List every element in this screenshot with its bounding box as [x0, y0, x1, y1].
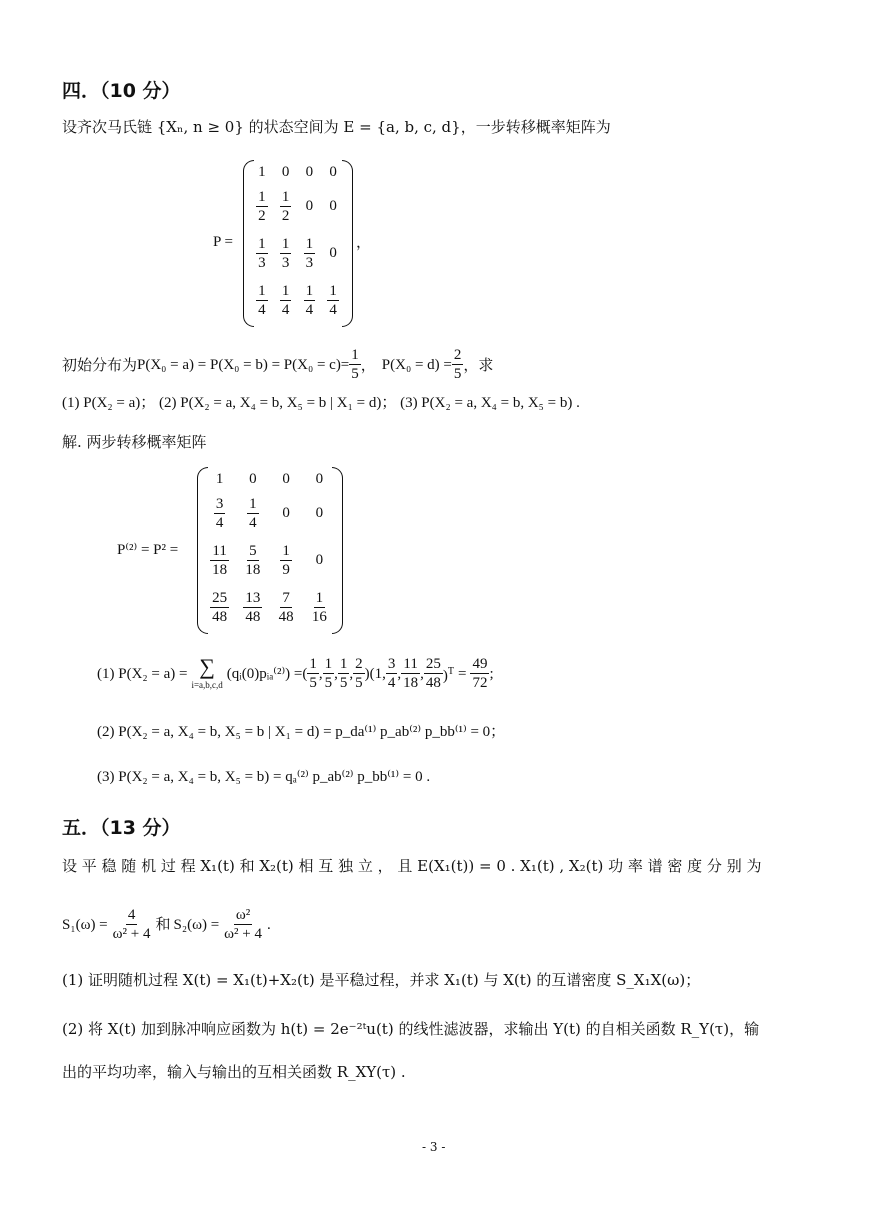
q4-questions: (1) P(X₂ = a)； (2) P(X₂ = a, X₄ = b, X₅ = b | X₁ = d)； (3) P(X₂ = a, X₄ = b, X₅ = b) .: [62, 395, 580, 411]
p-value: $\frac{1}{4}$: [305, 283, 314, 319]
p2-cell-2-2: [270, 537, 303, 584]
p2-value: $\frac{1}{9}$: [282, 543, 290, 579]
ans1-vec2: $\frac{3}{4}$ , $\frac{11}{18}$ , $\frac{25}{48}$ )$^T$: [387, 656, 454, 691]
ans1-vec1: ( $\frac{1}{5}$ , $\frac{1}{5}$ , $\frac{1}{5}$ , $\frac{2}{5}$ )(1,: [302, 656, 386, 691]
p2-cell-0-0: [203, 469, 236, 491]
p-value: 0: [329, 198, 337, 215]
p-cell-1-1: [274, 184, 298, 231]
p2-value: $\frac{1}{4}$: [249, 496, 257, 532]
p2-value: $\frac{11}{18}$: [212, 543, 228, 579]
vec2-frac: $\frac{25}{48}$: [425, 656, 441, 691]
solution-intro: 解. 两步转移概率矩阵: [62, 433, 207, 451]
p-label: P =: [213, 234, 233, 250]
s1-den: ω² + 4: [112, 926, 151, 942]
p-cell-3-2: [298, 277, 322, 324]
init-frac2-num: 2: [453, 347, 462, 363]
p-value: $\frac{1}{4}$: [329, 283, 337, 319]
sum-symbol: ∑ i=a,b,c,d: [191, 653, 223, 690]
p-value: 0: [329, 164, 337, 181]
p-cell-1-0: [250, 184, 274, 231]
s1-left: S₁(ω) =: [62, 916, 108, 933]
p-value: $\frac{1}{3}$: [258, 236, 266, 272]
p-trailing: ，: [356, 233, 372, 251]
p2-value: 1: [215, 471, 224, 488]
vec2-frac: $\frac{11}{18}$: [403, 656, 419, 691]
q5-item2-line1: (2) 将 X(t) 加到脉冲响应函数为 h(t) = 2e⁻²ᵗu(t) 的线性滤波器，求输出 Y(t) 的自相关函数 R_Y(τ)，输: [62, 1020, 760, 1038]
p2-label: P⁽²⁾ = P² =: [117, 542, 179, 558]
p-cell-0-2: [298, 162, 322, 184]
vec1-frac: $\frac{1}{5}$: [309, 656, 317, 691]
p-cell-0-3: [321, 162, 345, 184]
p2-matrix: [203, 469, 336, 631]
p-value: 0: [281, 164, 290, 181]
p-cell-1-2: [298, 184, 322, 231]
p-value: $\frac{1}{2}$: [258, 189, 266, 225]
ans1-left: (1) P(X₂ = a) =: [97, 665, 188, 682]
p-value: $\frac{1}{3}$: [305, 236, 314, 272]
ans1-result-den: 72: [472, 675, 488, 691]
q5-intro: 设 平 稳 随 机 过 程 X₁(t) 和 X₂(t) 相 互 独 立 ， 且 E(X₁(t)) = 0 . X₁(t) , X₂(t) 功 率 谱 密 度 分 别 为: [62, 857, 762, 875]
p2-value: $\frac{13}{48}$: [245, 590, 261, 626]
p2-cell-1-3: [303, 491, 336, 538]
p2-value: $\frac{7}{48}$: [278, 590, 294, 626]
p2-cell-1-2: [270, 491, 303, 538]
p-cell-1-3: [321, 184, 345, 231]
init-prefix: 初始分布为: [62, 355, 138, 374]
init-frac1: [349, 346, 361, 383]
p2-value: $\frac{3}{4}$: [215, 496, 224, 532]
q5-item1: (1) 证明随机过程 X(t) = X₁(t)+X₂(t) 是平稳过程，并求 X₁(t) 与 X(t) 的互谱密度 S_X₁X(ω)；: [62, 971, 701, 989]
p2-value: $\frac{25}{48}$: [212, 590, 228, 626]
p2-cell-1-0: [203, 491, 236, 538]
s-and: 和: [155, 916, 171, 933]
vec1-frac: $\frac{1}{5}$: [324, 656, 333, 691]
init-distribution: [62, 346, 493, 383]
p2-value: 0: [315, 505, 324, 522]
p-value: $\frac{1}{3}$: [281, 236, 290, 272]
p2-value: 0: [315, 552, 324, 569]
p-value: 0: [329, 245, 337, 262]
spectral-densities: [62, 906, 271, 943]
p-value: $\frac{1}{2}$: [281, 189, 290, 225]
p-cell-2-2: [298, 230, 322, 277]
init-frac2: [452, 346, 464, 383]
init-eq1: P(X₀ = a) = P(X₀ = b) = P(X₀ = c)=: [137, 356, 350, 373]
p2-cell-0-3: [303, 469, 336, 491]
p-cell-2-1: [274, 230, 298, 277]
q4-intro: 设齐次马氏链 {Xₙ, n ≥ 0} 的状态空间为 E = {a, b, c, d}，一步转移概率矩阵为: [62, 118, 611, 136]
p2-value: 0: [282, 471, 290, 488]
p-cell-3-0: [250, 277, 274, 324]
init-frac2-den: 5: [453, 366, 462, 382]
sum-limits: i=a,b,c,d: [191, 679, 223, 690]
vec2-frac: $\frac{3}{4}$: [387, 656, 396, 691]
init-suffix: ，求: [463, 355, 494, 374]
p-value: $\frac{1}{4}$: [258, 283, 266, 319]
s2-den: ω² + 4: [224, 926, 263, 942]
p-cell-2-0: [250, 230, 274, 277]
q4-heading: 四．（10 分）: [62, 80, 181, 102]
p-cell-2-3: [321, 230, 345, 277]
p2-cell-2-0: [203, 537, 236, 584]
p2-value: $\frac{5}{18}$: [245, 543, 261, 579]
p2-value: 0: [282, 505, 290, 522]
init-eq2: P(X₀ = d) =: [381, 356, 452, 373]
answer-1: (1) P(X₂ = a) = ∑ i=a,b,c,d (qᵢ(0)pᵢₐ⁽²⁾) = ( $\frac{1}{5}$ , $\frac{1}{5}$ , $\frac{1}{5}$ , $\frac{2}{5}$ )(1, $\frac{3}{4}$ , $\frac{11}{18}$ , $\frac{25}{48}$ )$^T$ = $\frac{49}{72}$ ;: [97, 653, 494, 691]
ans1-result: [470, 655, 489, 692]
ans1-term: (qᵢ(0)pᵢₐ⁽²⁾) =: [226, 665, 303, 682]
p2-cell-3-3: [303, 584, 336, 631]
p2-cell-0-2: [270, 469, 303, 491]
init-frac1-den: 5: [351, 366, 359, 382]
p2-cell-2-3: [303, 537, 336, 584]
p2-cell-0-1: [236, 469, 269, 491]
s2-num: ω²: [235, 907, 251, 923]
p2-cell-1-1: [236, 491, 269, 538]
p-value: $\frac{1}{4}$: [281, 283, 290, 319]
p2-cell-3-0: [203, 584, 236, 631]
p2-cell-2-1: [236, 537, 269, 584]
s2-left: S₂(ω) =: [173, 916, 220, 933]
p-matrix: [250, 162, 345, 324]
init-frac1-num: 1: [351, 347, 359, 363]
s2-frac: [222, 906, 264, 943]
p-cell-3-1: [274, 277, 298, 324]
p-value: 1: [258, 164, 266, 181]
q5-heading: 五．（13 分）: [62, 817, 181, 839]
p2-cell-3-2: [270, 584, 303, 631]
answer-2: (2) P(X₂ = a, X₄ = b, X₅ = b | X₁ = d) = p_da⁽¹⁾ p_ab⁽²⁾ p_bb⁽¹⁾ = 0；: [97, 724, 506, 740]
p2-value: $\frac{1}{16}$: [311, 590, 327, 626]
s1-num: 4: [127, 907, 136, 923]
p-value: 0: [305, 164, 314, 181]
vec1-frac: $\frac{2}{5}$: [355, 656, 363, 691]
p-cell-3-3: [321, 277, 345, 324]
answer-3: (3) P(X₂ = a, X₄ = b, X₅ = b) = qₐ⁽²⁾ p_ab⁽²⁾ p_bb⁽¹⁾ = 0 .: [97, 769, 431, 785]
p2-value: 0: [315, 471, 324, 488]
p-cell-0-0: [250, 162, 274, 184]
init-sep: ，: [360, 355, 376, 374]
p-value: 0: [305, 198, 314, 215]
s-end: .: [267, 916, 271, 933]
ans1-result-num: 49: [472, 656, 488, 672]
p2-cell-3-1: [236, 584, 269, 631]
p-cell-0-1: [274, 162, 298, 184]
p2-value: 0: [249, 471, 257, 488]
vec1-frac: $\frac{1}{5}$: [339, 656, 348, 691]
q5-item2-line2: 出的平均功率，输入与输出的互相关函数 R_XY(τ) .: [62, 1063, 406, 1081]
s1-frac: [111, 906, 153, 943]
page-number: - 3 -: [422, 1140, 446, 1154]
